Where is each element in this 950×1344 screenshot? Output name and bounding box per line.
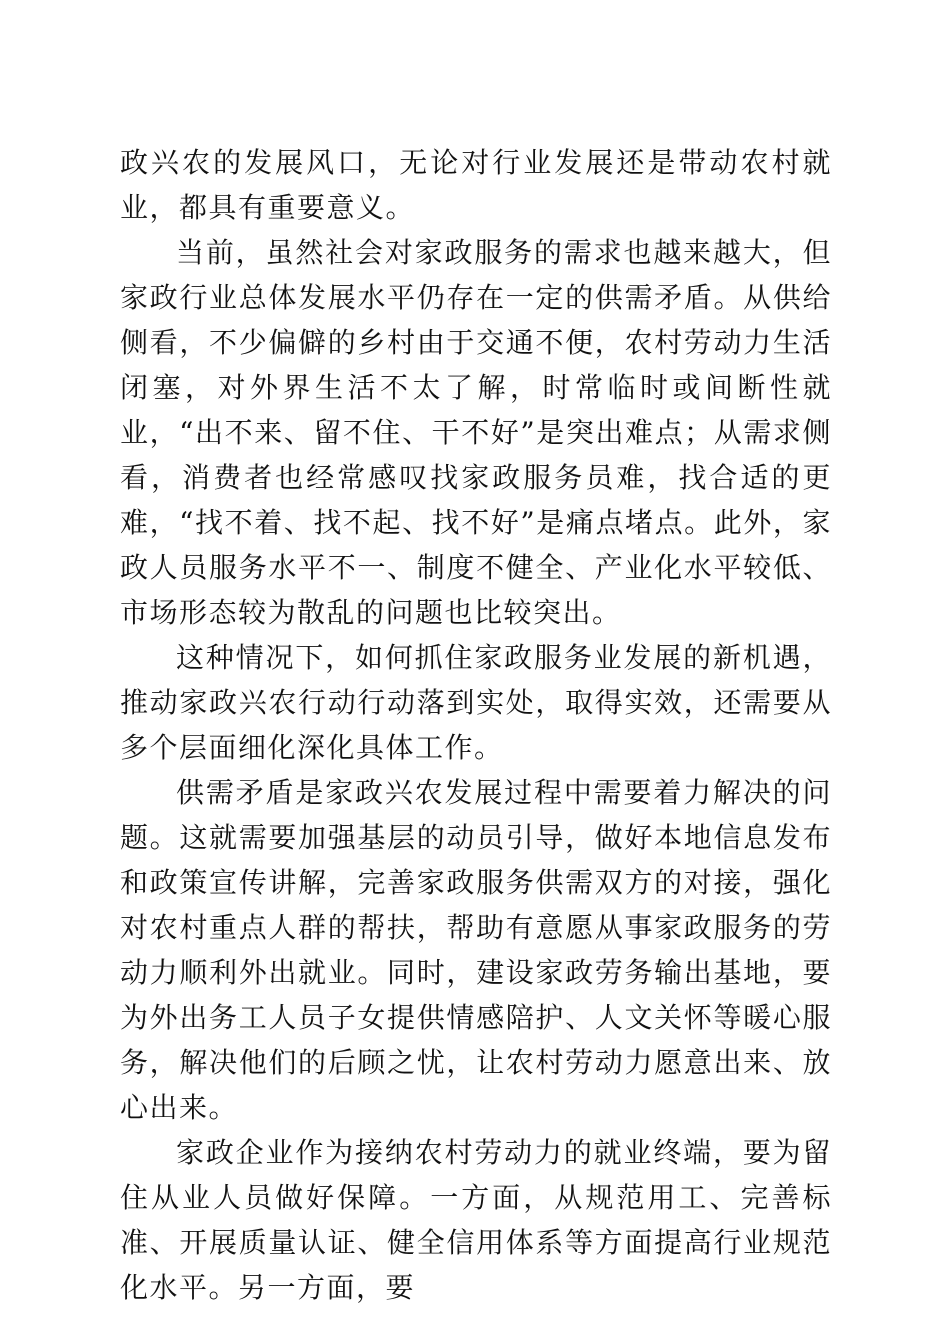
paragraph-supply-demand: 当前，虽然社会对家政服务的需求也越来越大，但家政行业总体发展水平仍存在一定的供需矛盾。从供给侧看，不少偏僻的乡村由于交通不便，农村劳动力生活闭塞，对外界生活不太了解，时常临时或间断性就业，“出不来、留不住、干不好”是突出难点；从需求侧看，消费者也经常感叹找家政服务员难，找合适的更难，“找不着、找不起、找不好”是痛点堵点。此外，家政人员服务水平不一、制度不健全、产业化水平较低、市场形态较为散乱的问题也比较突出。 (120, 236, 832, 629)
paragraph-enterprise-guarantee: 家政企业作为接纳农村劳动力的就业终端，要为留住从业人员做好保障。一方面，从规范用工、完善标准、开展质量认证、健全信用体系等方面提高行业规范化水平。另一方面，要 (120, 1136, 832, 1304)
paragraph-new-opportunity: 这种情况下，如何抓住家政服务业发展的新机遇，推动家政兴农行动行动落到实处，取得实效，还需要从多个层面细化深化具体工作。 (120, 641, 832, 764)
paragraph-continuation: 政兴农的发展风口，无论对行业发展还是带动农村就业，都具有重要意义。 (120, 146, 832, 224)
body-text (120, 140, 832, 1310)
paragraph-grassroots-guidance: 供需矛盾是家政兴农发展过程中需要着力解决的问题。这就需要加强基层的动员引导，做好本地信息发布和政策宣传讲解，完善家政服务供需双方的对接，强化对农村重点人群的帮扶，帮助有意愿从事家政服务的劳动力顺利外出就业。同时，建设家政劳务输出基地，要为外出务工人员子女提供情感陪护、人文关怀等暖心服务，解决他们的后顾之忧，让农村劳动力愿意出来、放心出来。 (120, 776, 832, 1124)
